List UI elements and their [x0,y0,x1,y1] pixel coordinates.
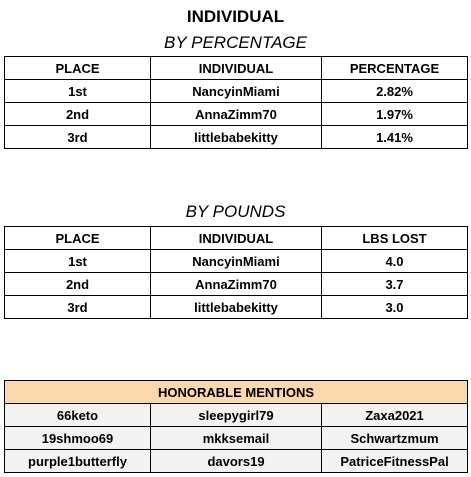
place-cell: 2nd [5,273,151,296]
mention-cell: 66keto [5,404,151,427]
column-header-individual: INDIVIDUAL [151,227,322,250]
table-row [5,250,468,273]
table-row [5,80,468,103]
lbs-lost-cell: 3.7 [322,273,468,296]
mention-cell: davors19 [151,450,322,473]
pounds-subtitle: BY POUNDS [185,202,286,221]
individual-cell: NancyinMiami [151,80,322,103]
table-header-row [5,57,468,80]
table-header-row [5,227,468,250]
table-row [5,273,468,296]
mention-cell: sleepygirl79 [151,404,322,427]
place-cell: 2nd [5,103,151,126]
individual-cell: littlebabekitty [151,296,322,319]
pounds-table [4,226,468,319]
percentage-cell: 2.82% [322,80,468,103]
place-cell: 3rd [5,126,151,149]
honorable-mentions-table [4,380,468,473]
individual-cell: littlebabekitty [151,126,322,149]
table-row [5,427,468,450]
place-cell: 1st [5,250,151,273]
lbs-lost-cell: 4.0 [322,250,468,273]
table-header-row [5,381,468,404]
mention-cell: purple1butterfly [5,450,151,473]
lbs-lost-cell: 3.0 [322,296,468,319]
column-header-place: PLACE [5,57,151,80]
table-row [5,404,468,427]
percentage-cell: 1.97% [322,103,468,126]
column-header-lbs-lost: LBS LOST [322,227,468,250]
individual-cell: AnnaZimm70 [151,103,322,126]
percentage-subtitle: BY PERCENTAGE [164,33,307,52]
mention-cell: PatriceFitnessPal [322,450,468,473]
place-cell: 3rd [5,296,151,319]
table-row [5,126,468,149]
mention-cell: mkksemail [151,427,322,450]
page-title: INDIVIDUAL [186,7,285,26]
table-row [5,450,468,473]
place-cell: 1st [5,80,151,103]
mention-cell: 19shmoo69 [5,427,151,450]
individual-cell: NancyinMiami [151,250,322,273]
mention-cell: Schwartzmum [322,427,468,450]
honorable-mentions-header: HONORABLE MENTIONS [5,381,468,404]
column-header-place: PLACE [5,227,151,250]
percentage-table [4,56,468,149]
mention-cell: Zaxa2021 [322,404,468,427]
table-row [5,296,468,319]
column-header-percentage: PERCENTAGE [322,57,468,80]
column-header-individual: INDIVIDUAL [151,57,322,80]
table-row [5,103,468,126]
percentage-cell: 1.41% [322,126,468,149]
individual-cell: AnnaZimm70 [151,273,322,296]
